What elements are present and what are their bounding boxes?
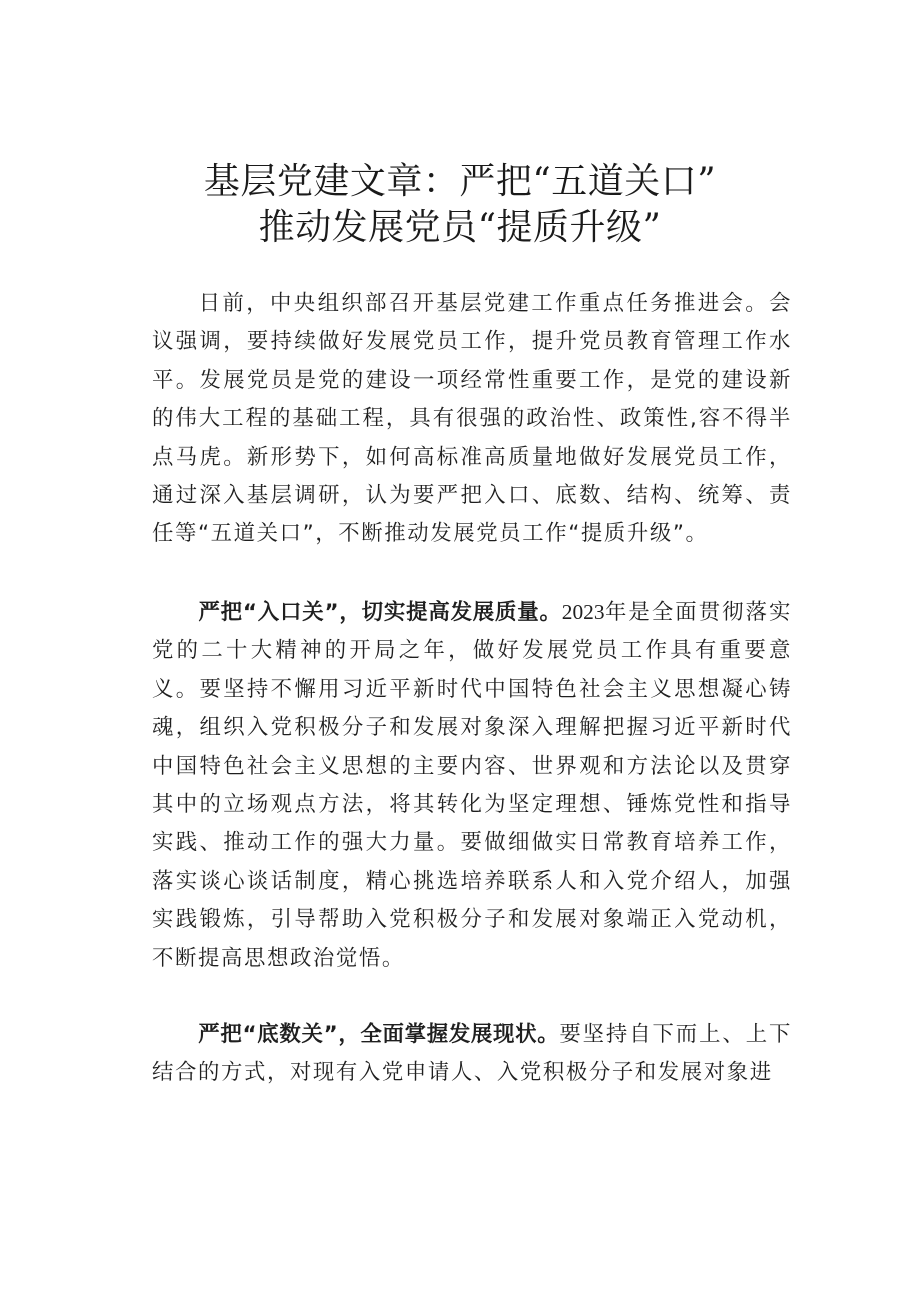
paragraph-entry-gate	[152, 593, 792, 978]
document-title-line-1: 基层党建文章：严把“五道关口”	[203, 161, 717, 202]
year-number: 2023	[561, 600, 605, 624]
paragraph-heading-baseline-gate: 严把“底数关”，全面掌握发展现状。	[198, 1022, 560, 1047]
document-title-line-2: 推动发展党员“提质升级”	[258, 207, 662, 248]
paragraph-entry-gate-text: 年是全面贯彻落实党的二十大精神的开局之年，做好发展党员工作具有重要意义。要坚持不懈用习近平新时代中国特色社会主义思想凝心铸魂，组织入党积极分子和发展对象深入理解把握习近平新时代中国特色社会主义思想的主要内容、世界观和方法论以及贯穿其中的立场观点方法，将其转化为坚定理想、锤炼党性和指导实践、推动工作的强大力量。要做细做实日常教育培养工作，落实谈心谈话制度，精心挑选培养联系人和入党介绍人，加强实践锻炼，引导帮助入党积极分子和发展对象端正入党动机，不断提高思想政治觉悟。	[152, 600, 792, 971]
paragraph-baseline-gate	[152, 1016, 792, 1093]
paragraph-heading-entry-gate: 严把“入口关”，切实提高发展质量。	[198, 600, 562, 625]
paragraph-baseline-gate-text: 要坚持自下而上、上下结合的方式，对现有入党申请人、入党积极分子和发展对象进	[152, 1022, 792, 1086]
paragraph-intro-text: 日前，中央组织部召开基层党建工作重点任务推进会。会议强调，要持续做好发展党员工作，提升党员教育管理工作水平。发展党员是党的建设一项经常性重要工作，是党的建设新的伟大工程的基础工程，具有很强的政治性、政策性,容不得半点马虎。新形势下，如何高标准高质量地做好发展党员工作，通过深入基层调研，认为要严把入口、底数、结构、统筹、责任等“五道关口”，不断推动发展党员工作“提质升级”。	[152, 291, 792, 547]
paragraph-intro	[152, 285, 792, 554]
